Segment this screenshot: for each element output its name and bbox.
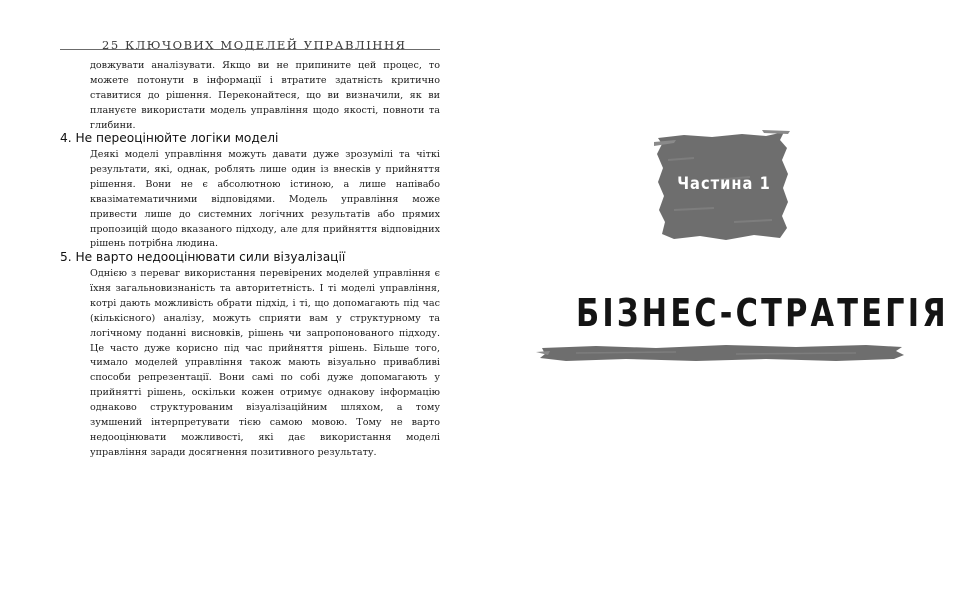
item-4-paragraph: Деякі моделі управління можуть давати дуже зрозумілі та чіткі результати, які, однак, роблять лише один із внесків у прийняття рішення. Вони не є абсолютною істиною, а лише напівабо квазіматематичними відповідями. Модель управління може привести лише до системних логічних результатів або прямих пропозицій щодо вказаного підходу, але для прийняття відповідних рішень потрібна людина. [90, 149, 440, 250]
part-label: Частина 1 [677, 174, 771, 194]
item-5-heading: 5. Не варто недооцінювати сили візуалізації [60, 250, 346, 264]
section-title: БІЗНЕС-СТРАТЕГІЯ [576, 291, 949, 335]
item-4-heading: 4. Не переоцінюйте логіки моделі [60, 131, 279, 145]
brush-stroke-underline [536, 343, 906, 363]
item-5-paragraph: Однією з переваг використання перевірених моделей управління є їхня загальновизнаність та авторитетність. І ті моделі управління, котрі дають можливість обрати підхід, і ті, що допомагають під час (кількісного) аналізу, можуть сприяти вам у структурному та логічному поданні висновків, рішень чи запропонованого підходу. Це часто дуже корисно під час прийняття рішень. Більше того, чимало моделей управління також мають візуально привабливі способи репрезентації. Вони самі по собі дуже допомагають у прийнятті рішень, оскільки кожен отримує однакову інформацію однаково структурованим візуалізаційним шляхом, а тому зумшений інтерпретувати тією самою мовою. Тому не варто недооцінювати можливості, які дає використання моделі управління заради досягнення позитивного результату. [90, 268, 440, 458]
header-rule [60, 49, 440, 50]
intro-paragraph: довжувати аналізувати. Якщо ви не припините цей процес, то можете потонути в інформації і втратите здатність критично ставитися до рішення. Переконайтеся, що ви визначили, як ви плануєте використати модель управління щодо якості, повноти та глибини. [90, 60, 440, 131]
running-head: 25 КЛЮЧОВИХ МОДЕЛЕЙ УПРАВЛІННЯ [102, 38, 407, 52]
